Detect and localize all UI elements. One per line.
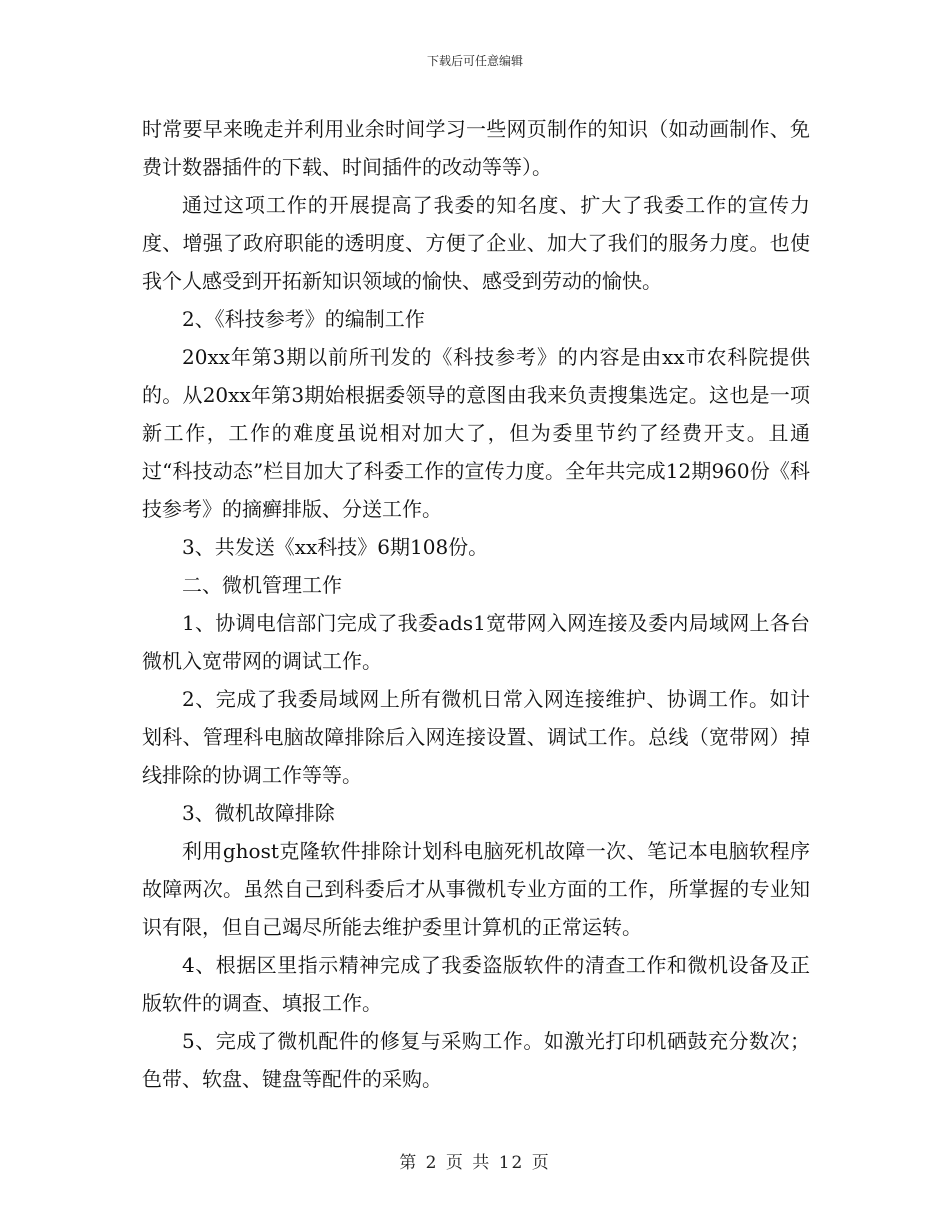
paragraph-broadband: 1、协调电信部门完成了我委ads1宽带网入网连接及委内局域网上各台微机入宽带网的调试工作。: [142, 611, 810, 673]
document-body: [142, 110, 810, 1098]
paragraph-parts-procurement: 5、完成了微机配件的修复与采购工作。如激光打印机硒鼓充分数次；色带、软盘、键盘等配件的采购。: [142, 1029, 810, 1091]
section-heading-kejicankao: 2、《科技参考》的编制工作: [182, 307, 425, 331]
paragraph-software-audit: 4、根据区里指示精神完成了我委盗版软件的清查工作和微机设备及正版软件的调查、填报工作。: [142, 953, 810, 1015]
page-header: 下载后可任意编辑: [426, 54, 523, 68]
paragraph-kejicankao: 20xx年第3期以前所刊发的《科技参考》的内容是由xx市农科院提供的。从20xx年第3期始根据委领导的意图由我来负责搜集选定。这也是一项新工作，工作的难度虽说相对加大了，但为委里节约了经费开支。且通过“科技动态”栏目加大了科委工作的宣传力度。全年共完成12期960份《科技参考》的摘癣排版、分送工作。: [142, 345, 810, 521]
paragraph-continued: 时常要早来晚走并利用业余时间学习一些网页制作的知识（如动画制作、免费计数器插件的下载、时间插件的改动等等）。: [142, 117, 810, 179]
page-footer: 第 2 页 共 12 页: [399, 1153, 551, 1173]
section-heading-computer-management: 二、微机管理工作: [182, 573, 342, 597]
paragraph-lan-maintenance: 2、完成了我委局域网上所有微机日常入网连接维护、协调工作。如计划科、管理科电脑故障排除后入网连接设置、调试工作。总线（宽带网）掉线排除的协调工作等等。: [142, 687, 810, 787]
paragraph-ghost: 利用ghost克隆软件排除计划科电脑死机故障一次、笔记本电脑软程序故障两次。虽然自己到科委后才从事微机专业方面的工作，所掌握的专业知识有限，但自己竭尽所能去维护委里计算机的正常运转。: [142, 839, 810, 939]
paragraph-website-outcome: 通过这项工作的开展提高了我委的知名度、扩大了我委工作的宣传力度、增强了政府职能的透明度、方便了企业、加大了我们的服务力度。也使我个人感受到开拓新知识领域的愉快、感受到劳动的愉快。: [142, 193, 810, 293]
paragraph-kejisend: 3、共发送《xx科技》6期108份。: [182, 535, 489, 559]
section-heading-troubleshooting: 3、微机故障排除: [182, 801, 335, 825]
